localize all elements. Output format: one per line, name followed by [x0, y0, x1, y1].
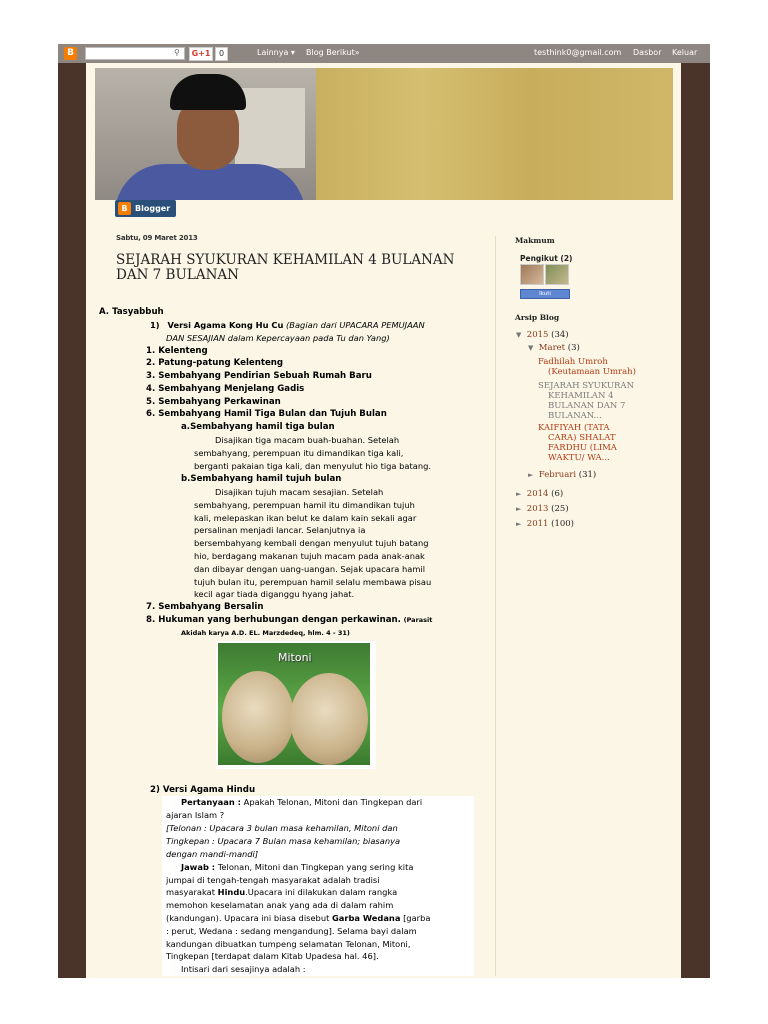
archive-year-2011[interactable]	[516, 519, 574, 529]
archive-post-line: Fadhilah Umroh	[538, 357, 608, 367]
expand-arrow-icon[interactable]: ►	[528, 471, 534, 479]
kong-hu-cu-heading	[150, 320, 425, 330]
sub-heading-b: b.Sembahyang hamil tujuh bulan	[181, 474, 342, 484]
sub-b-line: hio, berdagang makanan tujuh macam pada anak-anak	[194, 551, 425, 561]
mitoni-image[interactable]	[216, 641, 376, 769]
header-band	[316, 68, 673, 200]
list-item: 3. Sembahyang Pendirian Sebuah Rumah Baru	[146, 371, 372, 381]
archive-post-link[interactable]	[538, 423, 648, 463]
blogger-badge[interactable]	[115, 200, 176, 217]
hindu-answer-line	[166, 913, 430, 923]
answer-text-pre: masyarakat	[166, 887, 218, 897]
sidebar-makmum-title: Makmum	[515, 236, 555, 245]
coconut-right	[290, 673, 368, 765]
blogger-navbar	[58, 44, 710, 63]
question-text: Apakah Telonan, Mitoni dan Tingkepan dari	[241, 797, 423, 807]
hindu-note-line: [Telonan : Upacara 3 bulan masa kehamilan, Mitoni dan	[166, 823, 398, 833]
expand-arrow-icon[interactable]: ►	[516, 505, 522, 513]
hindu-answer-line	[166, 887, 397, 897]
hindu-answer-line: Tingkepan [terdapat dalam Kitab Upadesa hal. 46].	[166, 951, 379, 961]
answer-bold-hindu: Hindu	[217, 887, 246, 897]
source-part-1: (Parasit	[403, 616, 433, 624]
archive-year-2015[interactable]	[516, 330, 569, 340]
kong-hu-cu-note-2: DAN SESAJIAN dalam Kepercayaan pada Tu dan Yang)	[166, 333, 390, 343]
archive-count: (31)	[578, 470, 597, 480]
sub-b-line: kecil agar tiada diganggu hyang jahat.	[194, 589, 355, 599]
hindu-last-line: Intisari dari sesajinya adalah :	[181, 964, 306, 974]
post-date: Sabtu, 09 Maret 2013	[116, 234, 198, 242]
list-item: 6. Sembahyang Hamil Tiga Bulan dan Tujuh Bulan	[146, 409, 387, 419]
hindu-note-line: Tingkepan : Upacara 7 Bulan masa kehamilan; biasanya	[166, 836, 401, 846]
archive-month-label[interactable]: Februari	[538, 470, 577, 480]
blogger-badge-label: Blogger	[135, 204, 171, 213]
archive-post-line: (Keutamaan Umrah)	[548, 367, 636, 377]
hindu-answer-line: : perut, Wedana : sedang mengandung]. Selama bayi dalam	[166, 926, 417, 936]
search-icon[interactable]: ⚲	[174, 48, 180, 57]
hindu-answer	[181, 862, 413, 872]
sub-b-line: bersembahyang kembali dengan menyulut tujuh batang	[194, 538, 429, 548]
kong-hu-cu-title: Versi Agama Kong Hu Cu	[167, 320, 284, 330]
sub-heading-a: a.Sembahyang hamil tiga bulan	[181, 422, 335, 432]
source-part-2: Akidah karya A.D. EL. Marzdedeq, hlm. 4 - 31)	[181, 629, 350, 637]
next-blog-link[interactable]: Blog Berikut»	[306, 48, 360, 57]
sub-a-line: berganti pakaian tiga kali, dan menyulut hio tiga batang.	[194, 461, 431, 471]
list-item: 4. Sembahyang Menjelang Gadis	[146, 384, 305, 394]
archive-count: (25)	[551, 504, 569, 514]
dashboard-link[interactable]: Dasbor	[633, 48, 662, 57]
post-title[interactable]: SEJARAH SYUKURAN KEHAMILAN 4 BULANAN DAN 7 BULANAN	[116, 252, 455, 283]
answer-text-post: .Upacara ini dilakukan dalam rangka	[245, 887, 398, 897]
answer-label: Jawab :	[181, 862, 216, 872]
archive-count: (34)	[551, 330, 569, 340]
kong-hu-cu-number: 1)	[150, 320, 160, 330]
hindu-question	[181, 797, 422, 807]
sub-b-line: persalinan menjadi lancar. Selanjutnya ia	[194, 525, 366, 535]
archive-post-line: BULANAN DAN 7	[548, 401, 626, 411]
more-menu[interactable]: Lainnya ▾	[257, 48, 295, 57]
answer-text: Telonan, Mitoni dan Tingkepan yang sering kita	[215, 862, 414, 872]
sub-b-line: sembahyang, perempuan hamil itu dimandikan tujuh	[194, 500, 415, 510]
collapse-arrow-icon[interactable]: ▼	[516, 331, 522, 339]
expand-arrow-icon[interactable]: ►	[516, 490, 522, 498]
follower-avatar[interactable]	[520, 264, 544, 285]
question-label: Pertanyaan :	[181, 797, 241, 807]
archive-post-line: KEHAMILAN 4	[548, 391, 614, 401]
archive-month-februari[interactable]	[528, 470, 596, 480]
sub-b-line: Disajikan tujuh macam sesajian. Setelah	[215, 487, 384, 497]
archive-post-line: SEJARAH SYUKURAN	[538, 381, 635, 391]
archive-count: (100)	[551, 519, 574, 529]
hindu-question-2: ajaran Islam ?	[166, 810, 225, 820]
list-item	[146, 615, 432, 625]
sidebar-divider	[495, 236, 496, 976]
archive-year-label[interactable]: 2011	[526, 519, 549, 529]
answer-text-pre: (kandungan). Upacara ini biasa disebut	[166, 913, 332, 923]
sub-a-line: Disajikan tiga macam buah-buahan. Setelah	[215, 435, 400, 445]
archive-post-line: CARA) SHALAT	[548, 433, 616, 443]
hindu-answer-line: jumpai di tengah-tengah masyarakat adalah tradisi	[166, 875, 380, 885]
hindu-answer-line: kandungan dibuatkan tumpeng selamatan Telonan, Mitoni,	[166, 939, 411, 949]
archive-year-label[interactable]: 2014	[526, 489, 549, 499]
archive-count: (6)	[551, 489, 564, 499]
coconut-left	[222, 671, 294, 763]
logout-link[interactable]: Keluar	[672, 48, 698, 57]
gplus-button[interactable]: G+1	[189, 47, 213, 61]
collapse-arrow-icon[interactable]: ▼	[528, 344, 534, 352]
archive-year-label[interactable]: 2015	[526, 330, 549, 340]
list-item: 5. Sembahyang Perkawinan	[146, 397, 281, 407]
blogger-badge-icon: B	[118, 202, 131, 215]
mitoni-photo	[218, 643, 370, 765]
blogger-logo-icon[interactable]: B	[64, 47, 77, 60]
archive-month-label[interactable]: Maret	[538, 343, 566, 353]
follow-button[interactable]: Ikuti	[520, 289, 570, 299]
answer-text-post: [garba	[400, 913, 431, 923]
archive-count: (3)	[567, 343, 580, 353]
archive-month-maret[interactable]	[528, 343, 580, 353]
archive-title: Arsip Blog	[515, 313, 560, 322]
mitoni-caption: Mitoni	[278, 651, 312, 664]
hindu-heading: 2) Versi Agama Hindu	[150, 785, 256, 795]
answer-bold-garba: Garba Wedana	[331, 913, 401, 923]
follower-avatar[interactable]	[545, 264, 569, 285]
list-item: 7. Sembahyang Bersalin	[146, 602, 264, 612]
list-item: 2. Patung-patung Kelenteng	[146, 358, 284, 368]
sub-a-line: sembahyang, perempuan itu dimandikan tiga kali,	[194, 448, 404, 458]
gplus-count: 0	[215, 47, 228, 61]
list-item-8: 8. Hukuman yang berhubungan dengan perkawinan.	[146, 615, 401, 625]
archive-post-line: WAKTU/ WA...	[548, 453, 610, 463]
user-email[interactable]: testhink0@gmail.com	[534, 48, 622, 57]
archive-post-line: KAIFIYAH (TATA	[538, 423, 610, 433]
search-input[interactable]	[85, 47, 185, 60]
hindu-note-line: dengan mandi-mandi]	[166, 849, 259, 859]
archive-post-line: FARDHU (LIMA	[548, 443, 617, 453]
archive-post-line: BULANAN...	[548, 411, 602, 421]
section-a-heading: A. Tasyabbuh	[99, 307, 164, 317]
sub-b-line: kali, melepaskan ikan belut ke dalam kain sekali agar	[194, 513, 417, 523]
list-item: 1. Kelenteng	[146, 346, 208, 356]
archive-post-link[interactable]	[538, 381, 648, 421]
sub-b-line: dan dibayar dengan uang-uangan. Sejak upacara hamil	[194, 564, 426, 574]
archive-post-link[interactable]	[538, 357, 648, 377]
header-photo	[95, 68, 316, 200]
followers-label: Pengikut (2)	[520, 254, 573, 263]
kong-hu-cu-note-1: (Bagian dari UPACARA PEMUJAAN	[286, 320, 425, 330]
archive-year-label[interactable]: 2013	[526, 504, 549, 514]
archive-year-2014[interactable]	[516, 489, 563, 499]
hindu-answer-line: memohon keselamatan anak yang ada di dalam rahim	[166, 900, 394, 910]
expand-arrow-icon[interactable]: ►	[516, 520, 522, 528]
sub-b-line: tujuh bulan itu, perempuan hamil selalu membawa pisau	[194, 577, 432, 587]
archive-year-2013[interactable]	[516, 504, 569, 514]
